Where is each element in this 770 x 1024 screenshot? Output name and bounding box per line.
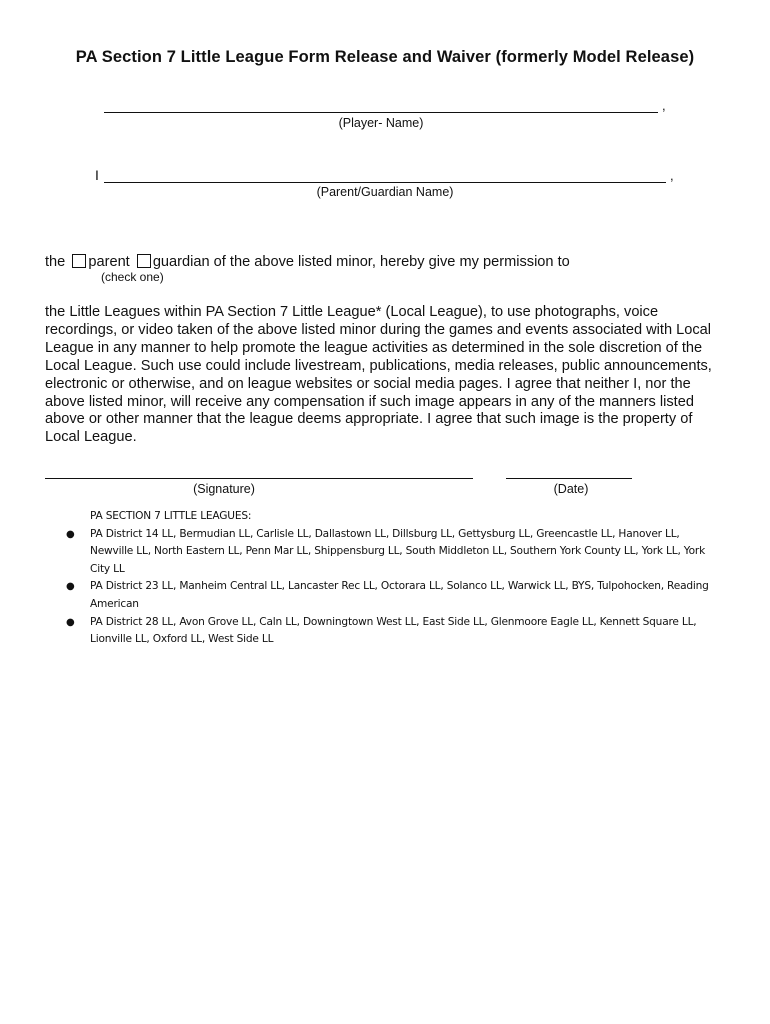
guardian-checkbox[interactable] (137, 254, 151, 268)
list-item (66, 614, 720, 649)
check-one-hint: (check one) (101, 270, 164, 284)
guardian-option-label: guardian of the above listed minor, hereby give my permission to (152, 254, 570, 270)
form-title: PA Section 7 Little League Form Release and Waiver (formerly Model Release) (75, 48, 695, 66)
league-district-28: PA District 28 LL, Avon Grove LL, Caln LL, Downingtown West LL, East Side LL, Glenmoore Eagle LL, Kennett Square LL, Lionville LL, Oxford LL, West Side LL (90, 615, 697, 646)
signature-caption: (Signature) (193, 482, 255, 496)
parent-option-label: parent (88, 254, 130, 270)
list-item (66, 578, 720, 613)
release-paragraph: the Little Leagues within PA Section 7 Little League* (Local League), to use photographs, voice recordings, or video taken of the above listed minor during the games and events associated with Local League in any manner to help promote the league activities as determined in the sole discretion of the Local League. Such use could include livestream, publications, media releases, public announcements, electronic or otherwise, and on league websites or social media pages. I agree that neither I, nor the above listed minor, will receive any compensation if such image appears in any of the manners listed above or other manner that the league deems appropriate. I agree that such image is the property of Local League. (45, 304, 712, 446)
leagues-list (66, 526, 720, 649)
bullet-icon: ● (66, 616, 75, 628)
signature-line[interactable] (45, 478, 473, 479)
player-name-line[interactable] (104, 112, 658, 113)
bullet-icon: ● (66, 581, 75, 593)
guardian-name-line[interactable] (104, 182, 666, 183)
consent-lead: the (45, 254, 66, 270)
player-name-caption: (Player- Name) (338, 116, 424, 130)
list-item (66, 526, 720, 579)
date-line[interactable] (506, 478, 632, 479)
leagues-heading: PA SECTION 7 LITTLE LEAGUES: (90, 510, 252, 522)
guardian-name-caption: (Parent/Guardian Name) (316, 185, 454, 199)
bullet-icon: ● (66, 528, 75, 540)
league-district-14: PA District 14 LL, Bermudian LL, Carlisle LL, Dallastown LL, Dillsburg LL, Gettysburg LL, Greencastle LL, Hanover LL, Newville LL, North Eastern LL, Penn Mar LL, Shippensburg LL, South Middleton LL, Southern York County LL, York LL, York City LL (90, 527, 706, 575)
leagues-section (66, 508, 720, 649)
league-district-23: PA District 23 LL, Manheim Central LL, Lancaster Rec LL, Octorara LL, Solanco LL, Warwick LL, BYS, Tulpohocken, Reading American (90, 580, 709, 610)
player-name-comma: , (662, 98, 666, 113)
parent-checkbox[interactable] (72, 254, 86, 268)
guardian-name-comma: , (670, 168, 674, 183)
guardian-prefix: I (95, 167, 99, 183)
date-caption: (Date) (553, 482, 589, 496)
